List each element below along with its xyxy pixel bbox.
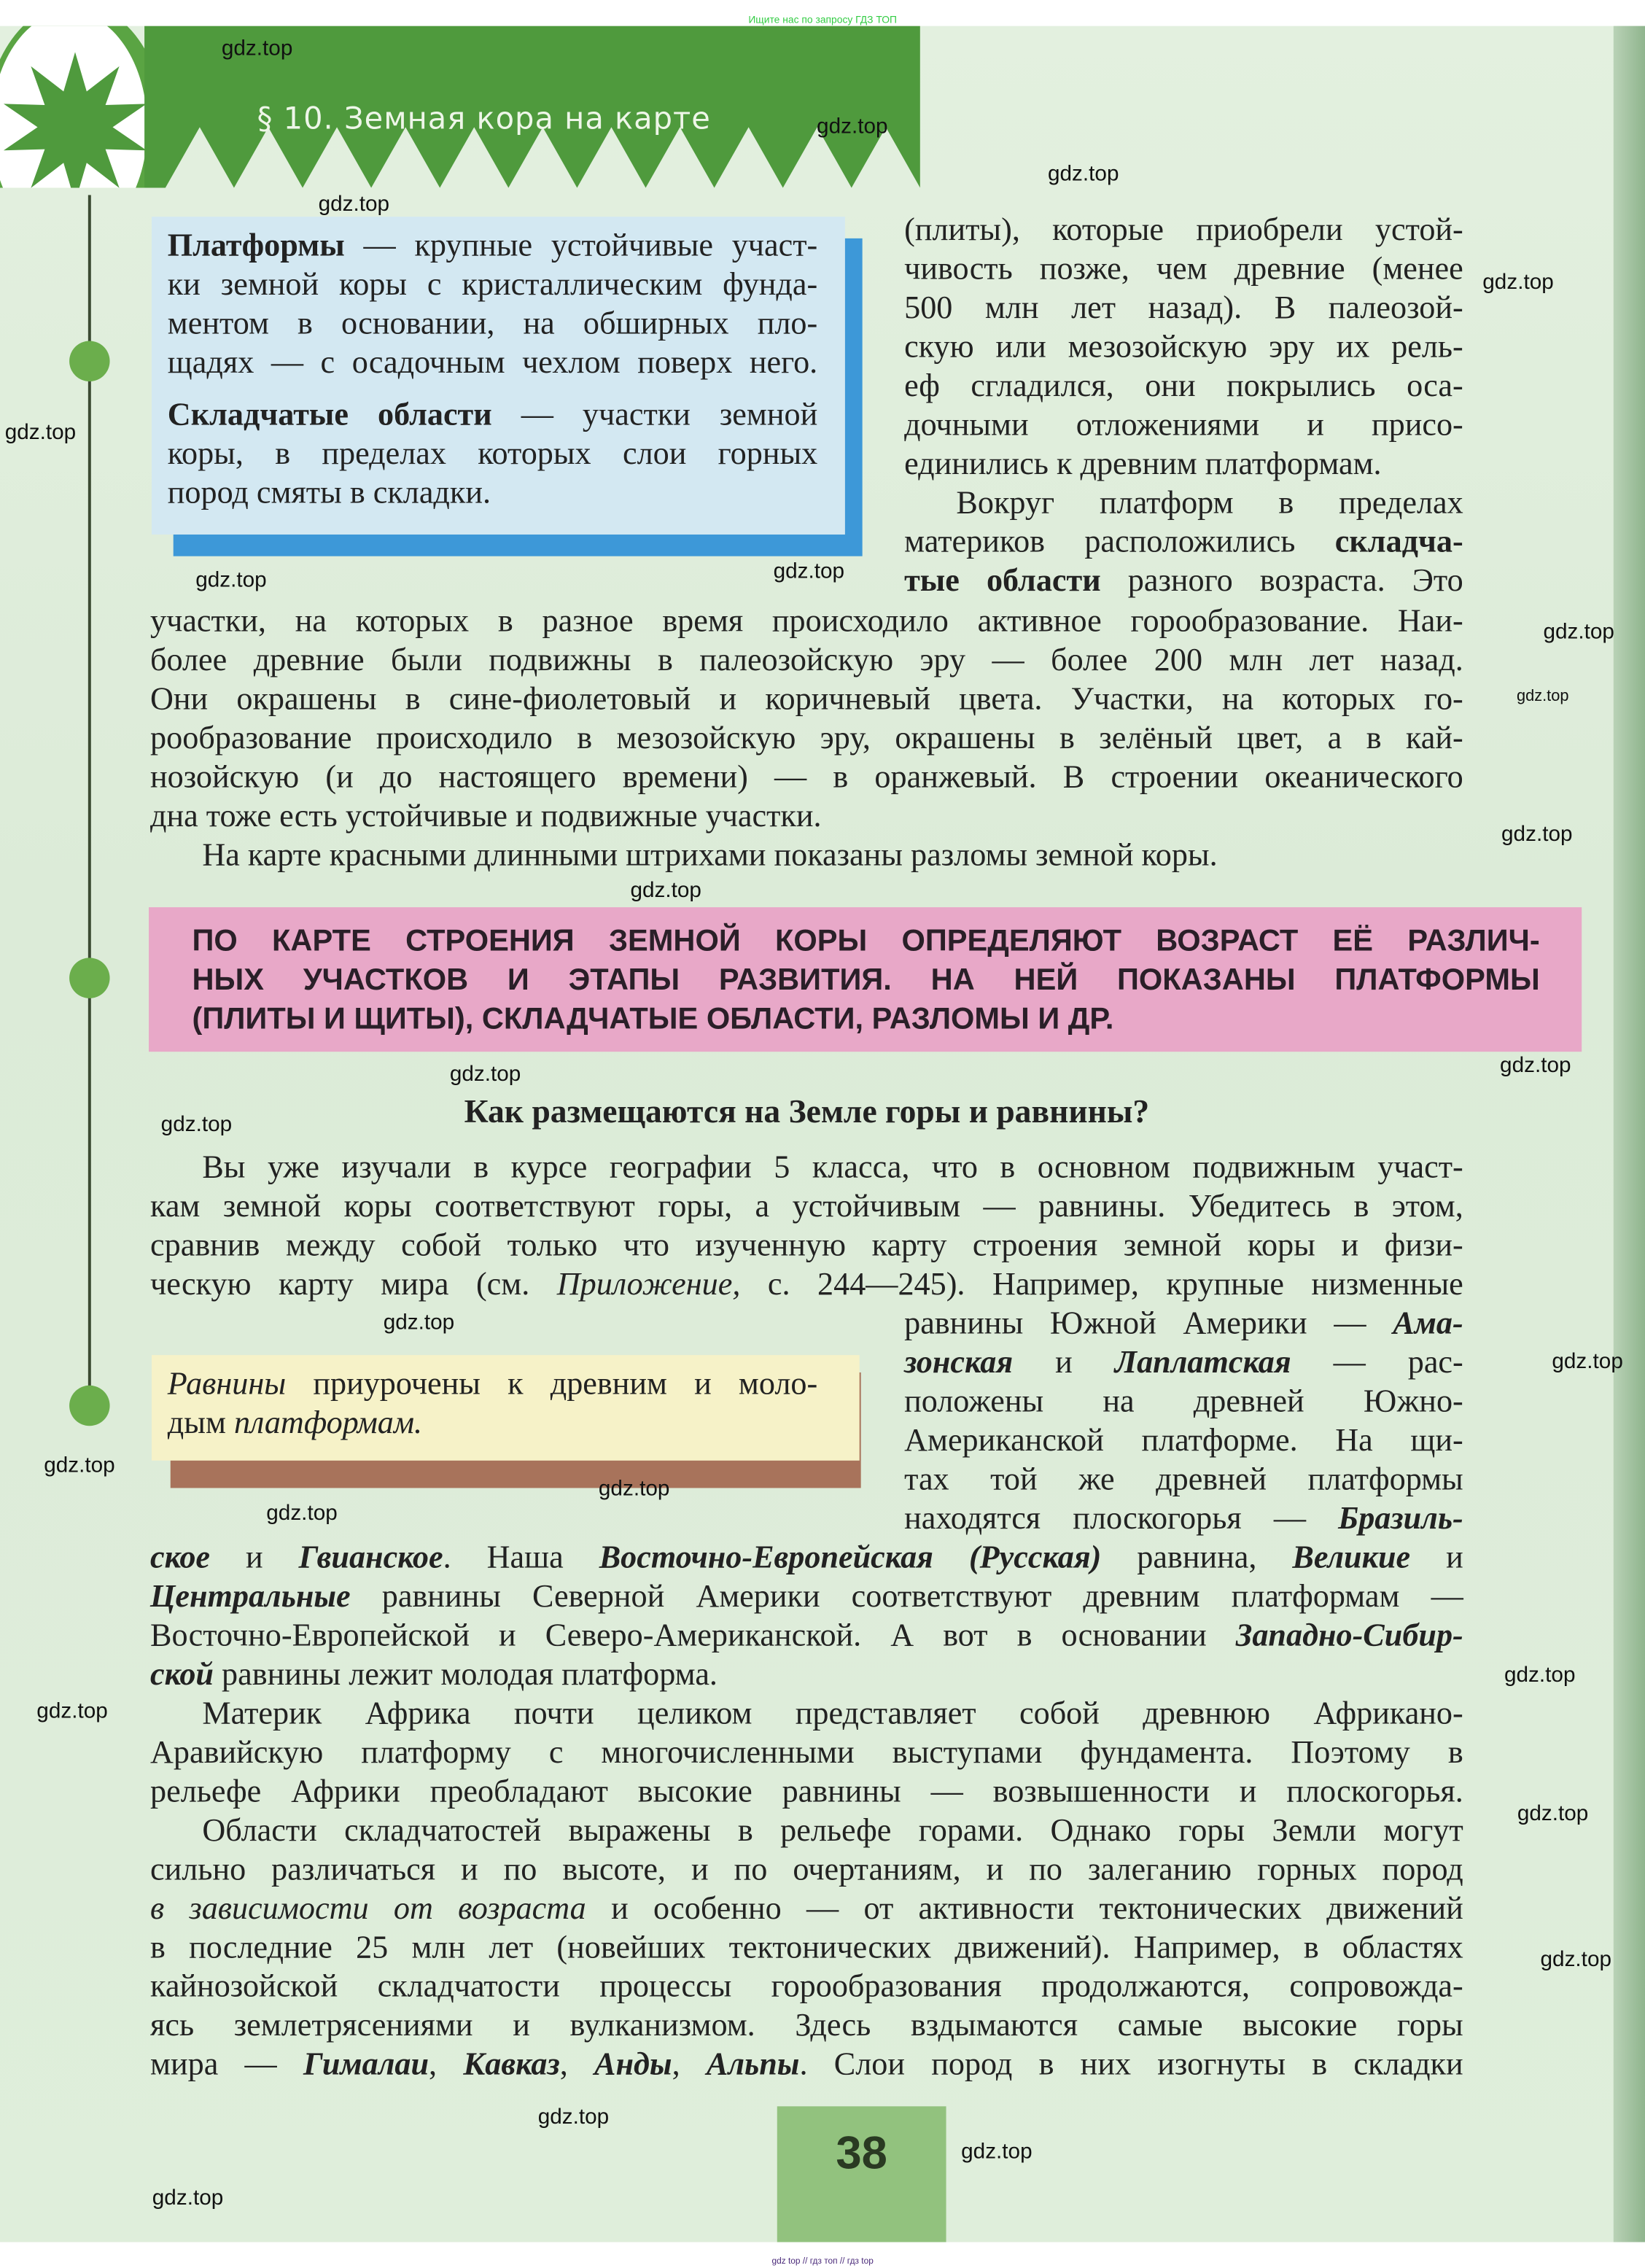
text-line <box>150 757 1463 796</box>
page-edge <box>1614 26 1645 2242</box>
text-run: Восточно-Европейской и Северо-Американской. А вот в основании <box>150 1616 1236 1653</box>
text-run: ментом в основании, на обширных пло- <box>167 304 818 341</box>
definition-text <box>168 225 817 511</box>
text-line <box>150 640 1463 679</box>
text-line <box>904 365 1463 404</box>
text-run: дна тоже есть устойчивые и подвижные участки. <box>150 797 822 834</box>
text-run: в последние 25 млн лет (новейших тектонических движений). Например, в областях <box>150 1928 1463 1965</box>
watermark: gdz.top <box>383 1310 455 1335</box>
emphasis-term: Анды <box>594 2046 672 2082</box>
emphasis-term: Гималаи <box>303 2046 429 2082</box>
paragraph-plains-mountains <box>150 1537 1463 2083</box>
watermark: gdz.top <box>1516 687 1569 705</box>
text-line <box>150 718 1463 757</box>
text-run: рельефе Африки преобладают высокие равнины — возвышенности и плоскогорья. <box>150 1772 1463 1809</box>
text-run: 500 млн лет назад). В палеозой- <box>904 289 1463 325</box>
text-line <box>168 1403 817 1442</box>
emphasis-term: складча- <box>1334 523 1463 559</box>
text-line <box>904 1303 1463 1342</box>
text-run: ческую карту мира (см. <box>150 1265 557 1302</box>
watermark: gdz.top <box>160 1112 233 1138</box>
watermark: gdz.top <box>1500 1053 1571 1078</box>
watermark: gdz.top <box>961 2139 1032 2164</box>
emphasis-term: Центральные <box>150 1577 351 1614</box>
text-run: положены на древней Южно- <box>904 1382 1463 1419</box>
watermark: gdz.top <box>630 878 701 904</box>
text-run: — участки земной <box>491 395 818 432</box>
bottom-banner-text: gdz top // гдз топ // гдз top <box>771 2258 874 2267</box>
text-line <box>150 1147 1463 1186</box>
text-run: чивость позже, чем древние (менее <box>904 249 1463 287</box>
text-line <box>150 1186 1463 1224</box>
text-run: материков расположились <box>904 523 1335 559</box>
text-run: , <box>559 2046 595 2082</box>
text-line <box>150 1771 1463 1810</box>
text-line <box>904 327 1463 365</box>
text-line <box>904 1420 1463 1459</box>
text-run: Материк Африка почти целиком представляет собой древнюю Африкано- <box>202 1694 1463 1731</box>
text-line <box>904 287 1463 326</box>
watermark: gdz.top <box>318 192 390 217</box>
watermark: gdz.top <box>266 1501 338 1526</box>
watermark: gdz.top <box>598 1476 670 1502</box>
page-number: 38 <box>836 2127 887 2179</box>
text-run: Вы уже изучали в курсе географии 5 класса, что в основном подвижным участ- <box>202 1148 1463 1185</box>
emphasis-term: Восточно-Европейская <box>599 1538 933 1575</box>
text-run: дочными отложениями и присо- <box>904 405 1463 443</box>
watermark: gdz.top <box>773 559 845 584</box>
text-line <box>150 1615 1463 1654</box>
key-statement-line: (ПЛИТЫ И ЩИТЫ), СКЛАДЧАТЫЕ ОБЛАСТИ, РАЗЛОМЫ И ДР. <box>192 1002 1114 1036</box>
text-run: , <box>429 2046 464 2082</box>
emphasis-term: Великие <box>1292 1538 1411 1575</box>
text-line <box>150 1654 1463 1693</box>
timeline-dot <box>69 958 109 998</box>
text-run: кам земной коры соответствуют горы, а устойчивым — равнины. Убедитесь в этом, <box>150 1187 1463 1224</box>
emphasis-term: Приложение, <box>556 1265 741 1302</box>
watermark: gdz.top <box>1482 270 1554 295</box>
text-run: Вокруг платформ в пределах <box>956 483 1463 521</box>
text-run: рообразование происходило в мезозойскую эру, окрашены в зелёный цвет, а в кай- <box>150 719 1463 756</box>
text-line <box>168 303 817 342</box>
watermark: gdz.top <box>4 420 77 446</box>
top-banner <box>0 0 1645 26</box>
text-line <box>904 209 1463 248</box>
text-line <box>150 1927 1463 1966</box>
watermark: gdz.top <box>1047 161 1119 187</box>
key-statement-line: НЫХ УЧАСТКОВ И ЭТАПЫ РАЗВИТИЯ. НА НЕЙ ПОКАЗАНЫ ПЛАТФОРМЫ <box>192 963 1540 997</box>
text-line <box>150 1810 1463 1849</box>
text-run: Области складчатостей выражены в рельефе горами. Однако горы Земли могут <box>202 1811 1463 1848</box>
text-line <box>150 679 1463 718</box>
text-run: более древние были подвижны в палеозойскую эру — более 200 млн лет назад. <box>150 641 1463 678</box>
emphasis-term: Альпы <box>706 2046 800 2082</box>
watermark: gdz.top <box>1501 822 1573 847</box>
text-line <box>904 249 1463 287</box>
text-run: и <box>1410 1538 1463 1575</box>
text-line <box>904 1498 1463 1537</box>
text-line <box>904 1381 1463 1420</box>
emphasis-term: ской <box>150 1655 214 1692</box>
text-run: равнины лежит молодая платформа. <box>214 1655 718 1692</box>
text-run: ки земной коры с кристаллическим фунда- <box>167 265 818 303</box>
text-run: еф сгладился, они покрылись оса- <box>904 367 1463 403</box>
text-run: дым <box>167 1404 234 1441</box>
text-line <box>150 1888 1463 1927</box>
emphasis-term: Кавказ <box>463 2046 560 2082</box>
text-line <box>150 1537 1463 1576</box>
emphasis-term: Лаплатская <box>1114 1343 1291 1380</box>
text-line <box>168 342 817 381</box>
text-run: тах той же древней платформы <box>904 1460 1463 1497</box>
emphasis-term: зонская <box>904 1343 1014 1380</box>
text-run: мира — <box>150 2046 303 2082</box>
text-run: разного возраста. Это <box>1100 562 1463 599</box>
text-line <box>150 1732 1463 1771</box>
text-run: сильно различаться и по высоте, и по очертаниям, и по залеганию горных пород <box>150 1850 1463 1887</box>
watermark: gdz.top <box>1540 1947 1612 1973</box>
text-line <box>904 521 1463 560</box>
text-run: равнины Южной Америки — <box>904 1304 1393 1341</box>
text-run: нозойскую (и до настоящего времени) — в оранжевый. В строении океанического <box>150 758 1463 795</box>
text-run: приурочены к древним и моло- <box>286 1365 818 1402</box>
note-text <box>168 1364 817 1442</box>
watermark: gdz.top <box>537 2105 610 2129</box>
text-line <box>904 483 1463 521</box>
text-run: находятся плоскогорья — <box>904 1499 1339 1536</box>
text-run: скую или мезозойскую эру их рель- <box>904 327 1463 365</box>
timeline-dot <box>69 341 109 381</box>
text-line <box>904 405 1463 443</box>
text-run: — крупные устойчивые участ- <box>344 227 818 263</box>
text-line <box>150 1849 1463 1888</box>
text-line <box>150 1576 1463 1615</box>
paragraph-mountains-intro <box>150 1147 1463 1303</box>
text-run: (плиты), которые приобрели устой- <box>904 211 1463 247</box>
chapter-title: § 10. Земная кора на карте <box>257 101 711 136</box>
emphasis-term: Складчатые области <box>167 395 492 432</box>
text-run: пород смяты в складки. <box>167 473 491 510</box>
text-line <box>150 1264 1463 1302</box>
watermark: gdz.top <box>1552 1349 1623 1374</box>
text-run: Аравийскую платформу с многочисленными выступами фундамента. Поэтому в <box>150 1733 1463 1770</box>
text-run: с. 244—245). Например, крупные низменные <box>740 1265 1463 1302</box>
text-line <box>904 1342 1463 1380</box>
emphasis-term: (Русская) <box>968 1538 1102 1575</box>
text-line <box>150 835 1463 874</box>
watermark: gdz.top <box>1504 1663 1576 1688</box>
text-line <box>150 1225 1463 1264</box>
watermark: gdz.top <box>36 1698 108 1724</box>
emphasis-term: Бразиль- <box>1338 1499 1463 1536</box>
text-line <box>150 601 1463 640</box>
text-run: равнина, <box>1101 1538 1293 1575</box>
text-run: и <box>1013 1343 1115 1380</box>
bottom-banner <box>0 2242 1645 2266</box>
text-run: , <box>672 2046 707 2082</box>
watermark: gdz.top <box>1543 619 1614 645</box>
watermark: gdz.top <box>195 567 267 593</box>
text-line <box>168 395 817 433</box>
text-run: щадях — с осадочным чехлом поверх него. <box>167 343 818 381</box>
watermark: gdz.top <box>44 1453 115 1478</box>
text-run: . Наша <box>443 1538 599 1575</box>
text-run: и <box>210 1538 299 1575</box>
emphasis-term: Гвианское <box>298 1538 443 1575</box>
emphasis-term: тые области <box>904 562 1101 599</box>
watermark: gdz.top <box>449 1062 521 1087</box>
text-line <box>168 433 817 472</box>
text-run: коры, в пределах которых слои горных <box>167 435 818 471</box>
key-statement-text <box>192 922 1539 1038</box>
text-line <box>904 1459 1463 1498</box>
text-line <box>168 225 817 264</box>
text-line <box>150 1966 1463 2005</box>
watermark: gdz.top <box>221 36 293 61</box>
emphasis-term: ское <box>150 1538 211 1575</box>
text-run: сравнив между собой только что изученную карту строения земной коры и физи- <box>150 1226 1463 1263</box>
section-heading: Как размещаются на Земле горы и равнины? <box>464 1093 1150 1130</box>
emphasis-term: в зависимости от возраста <box>150 1890 586 1926</box>
text-line <box>168 473 817 511</box>
text-line <box>150 2005 1463 2044</box>
chapter-header <box>0 26 920 188</box>
top-banner-text: Ищите нас по запросу ГДЗ ТОП <box>748 15 897 26</box>
watermark: gdz.top <box>817 114 888 139</box>
emphasis-term: Ама- <box>1393 1304 1463 1341</box>
watermark: gdz.top <box>1517 1801 1589 1826</box>
paragraph-platforms <box>150 601 1463 874</box>
text-line <box>150 1693 1463 1732</box>
timeline-dot <box>69 1386 109 1426</box>
key-statement-line: ПО КАРТЕ СТРОЕНИЯ ЗЕМНОЙ КОРЫ ОПРЕДЕЛЯЮТ ВОЗРАСТ ЕЁ РАЗЛИЧ- <box>192 924 1540 958</box>
right-column-text <box>904 209 1463 599</box>
text-run: ясь землетрясениями и вулканизмом. Здесь вздымаются самые высокие горы <box>150 2006 1463 2043</box>
text-run: На карте красными длинными штрихами показаны разломы земной коры. <box>202 836 1218 873</box>
text-line <box>904 443 1463 482</box>
text-run: и особенно — от активности тектонических движений <box>586 1890 1463 1926</box>
text-line <box>150 796 1463 835</box>
text-run: Они окрашены в сине-фиолетовый и коричневый цвета. Участки, на которых го- <box>150 680 1463 717</box>
text-line <box>150 2044 1463 2083</box>
right-column-text-2 <box>904 1303 1463 1537</box>
text-run <box>933 1539 969 1575</box>
emphasis-term: платформам. <box>233 1404 423 1441</box>
text-run: кайнозойской складчатости процессы горообразования продолжаются, сопровожда- <box>150 1968 1463 2004</box>
text-run: Американской платформе. На щи- <box>904 1421 1463 1458</box>
text-run: — рас- <box>1291 1343 1463 1380</box>
text-run: . Слои пород в них изогнуты в складки <box>799 2046 1463 2082</box>
text-line <box>168 1364 817 1402</box>
emphasis-term: Западно-Сибир- <box>1235 1616 1463 1653</box>
text-run: участки, на которых в разное время происходило активное горообразование. Наи- <box>150 602 1463 639</box>
emphasis-term: Платформы <box>167 227 345 263</box>
text-line <box>904 561 1463 599</box>
watermark: gdz.top <box>152 2186 224 2210</box>
text-run: равнины Северной Америки соответствуют древним платформам — <box>350 1577 1463 1614</box>
emphasis-term: Равнины <box>167 1365 287 1402</box>
text-line <box>168 265 817 303</box>
text-run: единились к древним платформам. <box>904 445 1382 481</box>
